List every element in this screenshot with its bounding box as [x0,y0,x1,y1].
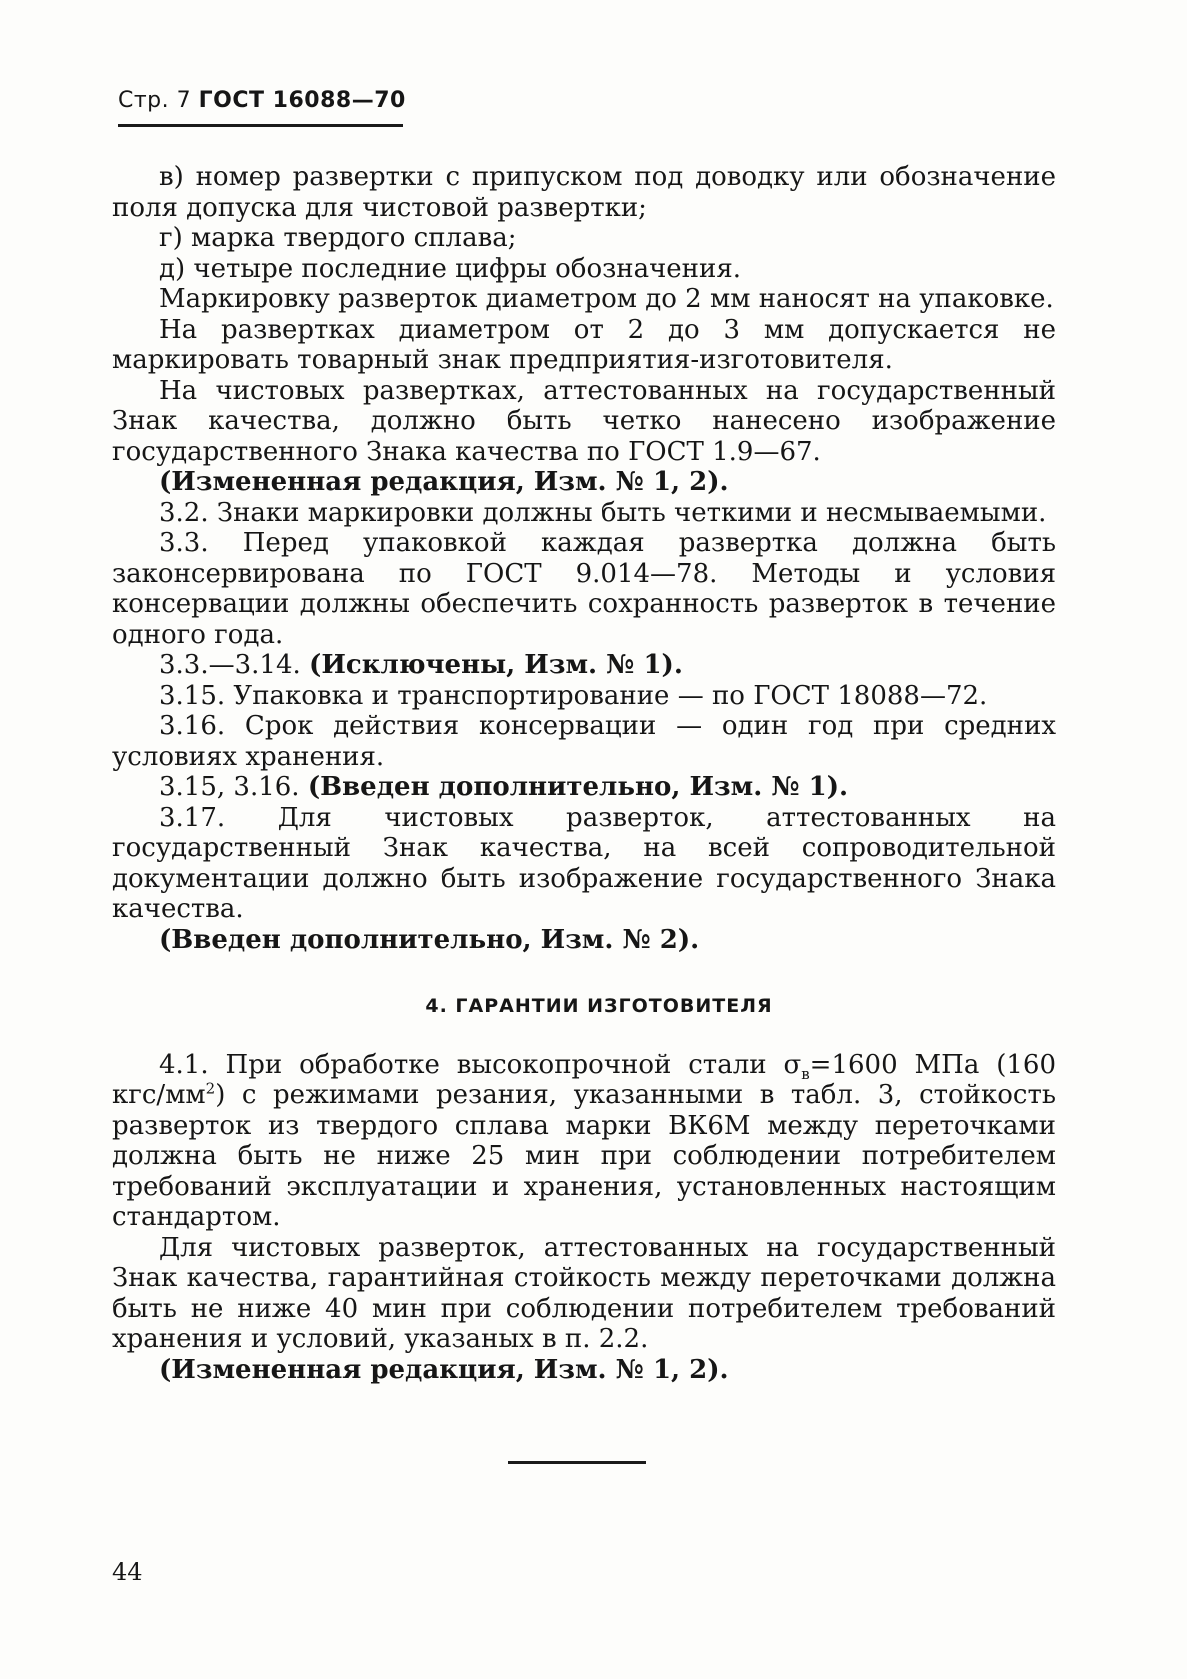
end-rule [508,1461,646,1464]
item-v: в) номер развертки с припуском под доводку или обозначение поля допуска для чистовой развертки; [112,162,1056,223]
amendment-note: (Измененная редакция, Изм. № 1, 2). [159,1354,729,1385]
clause-excluded-number: 3.3.—3.14. [159,650,301,680]
clause-4-1-text-b: =1600 МПа (160 кгс/мм [112,1049,1056,1110]
clause-4-1-text-c: ) с режимами резания, указанными в табл. 3, стойкость разверток из твердого сплава марки ВК6М между переточками должна быть не ниже 25 мин при соблюдении потребителем требований эксплуатации и хранения, установленных настоящим стандартом. [112,1080,1056,1232]
item-d: д) четыре последние цифры обозначения. [159,253,742,284]
clause-3-2: 3.2. Знаки маркировки должны быть четкими и несмываемыми. [159,497,1047,528]
page-header [118,88,406,113]
paragraph-quality-mark: На чистовых развертках, аттестованных на государственный Знак качества, должно быть четко нанесено изображение государственного Знака качества по ГОСТ 1.9—67. [112,375,1056,467]
clause-3-3: 3.3. Перед упаковкой каждая развертка должна быть законсервирована по ГОСТ 9.014—78. Методы и условия консервации должны обеспечить сохранность разверток в течение одного года. [112,528,1056,650]
clause-4-1-text-a: 4.1. При обработке высокопрочной стали σ [159,1049,802,1080]
header-rule [118,124,403,127]
amendment-note: (Измененная редакция, Изм. № 1, 2). [159,467,729,497]
clause-4-1 [112,1050,1056,1233]
standard-designation: ГОСТ 16088—70 [198,88,406,113]
item-g: г) марка твердого сплава; [159,223,517,253]
clause-excluded-note: (Исключены, Изм. № 1). [309,650,683,680]
clause-3-15: 3.15. Упаковка и транспортирование — по ГОСТ 18088—72. [159,680,988,711]
page-label: Стр. 7 [118,88,192,113]
amendment-note: (Введен дополнительно, Изм. № 2). [159,924,700,955]
clause-introduced [112,772,1056,803]
unit-superscript: 2 [205,1079,216,1098]
clause-excluded [112,650,1056,681]
paragraph-marking: Маркировку разверток диаметром до 2 мм наносят на упаковке. [159,284,1054,314]
clause-3-17: 3.17. Для чистовых разверток, аттестованных на государственный Знак качества, на всей сопроводительной документации должно быть изображение государственного Знака качества. [112,802,1056,924]
document-body [112,162,1056,1385]
section-title: 4. ГАРАНТИИ ИЗГОТОВИТЕЛЯ [425,995,773,1017]
clause-introduced-note: (Введен дополнительно, Изм. № 1). [307,772,849,802]
clause-4-1-quality: Для чистовых разверток, аттестованных на государственный Знак качества, гарантийная стойкость между переточками должна быть не ниже 40 мин при соблюдении потребителем требований хранения и условий, указаных в п. 2.2. [112,1232,1056,1354]
sigma-subscript: в [801,1064,810,1083]
clause-introduced-number: 3.15, 3.16. [159,772,300,802]
paragraph-diameter: На развертках диаметром от 2 до 3 мм допускается не маркировать товарный знак предприятия-изготовителя. [112,314,1056,375]
clause-3-16: 3.16. Срок действия консервации — один год при средних условиях хранения. [112,711,1056,772]
page-number: 44 [112,1558,143,1586]
